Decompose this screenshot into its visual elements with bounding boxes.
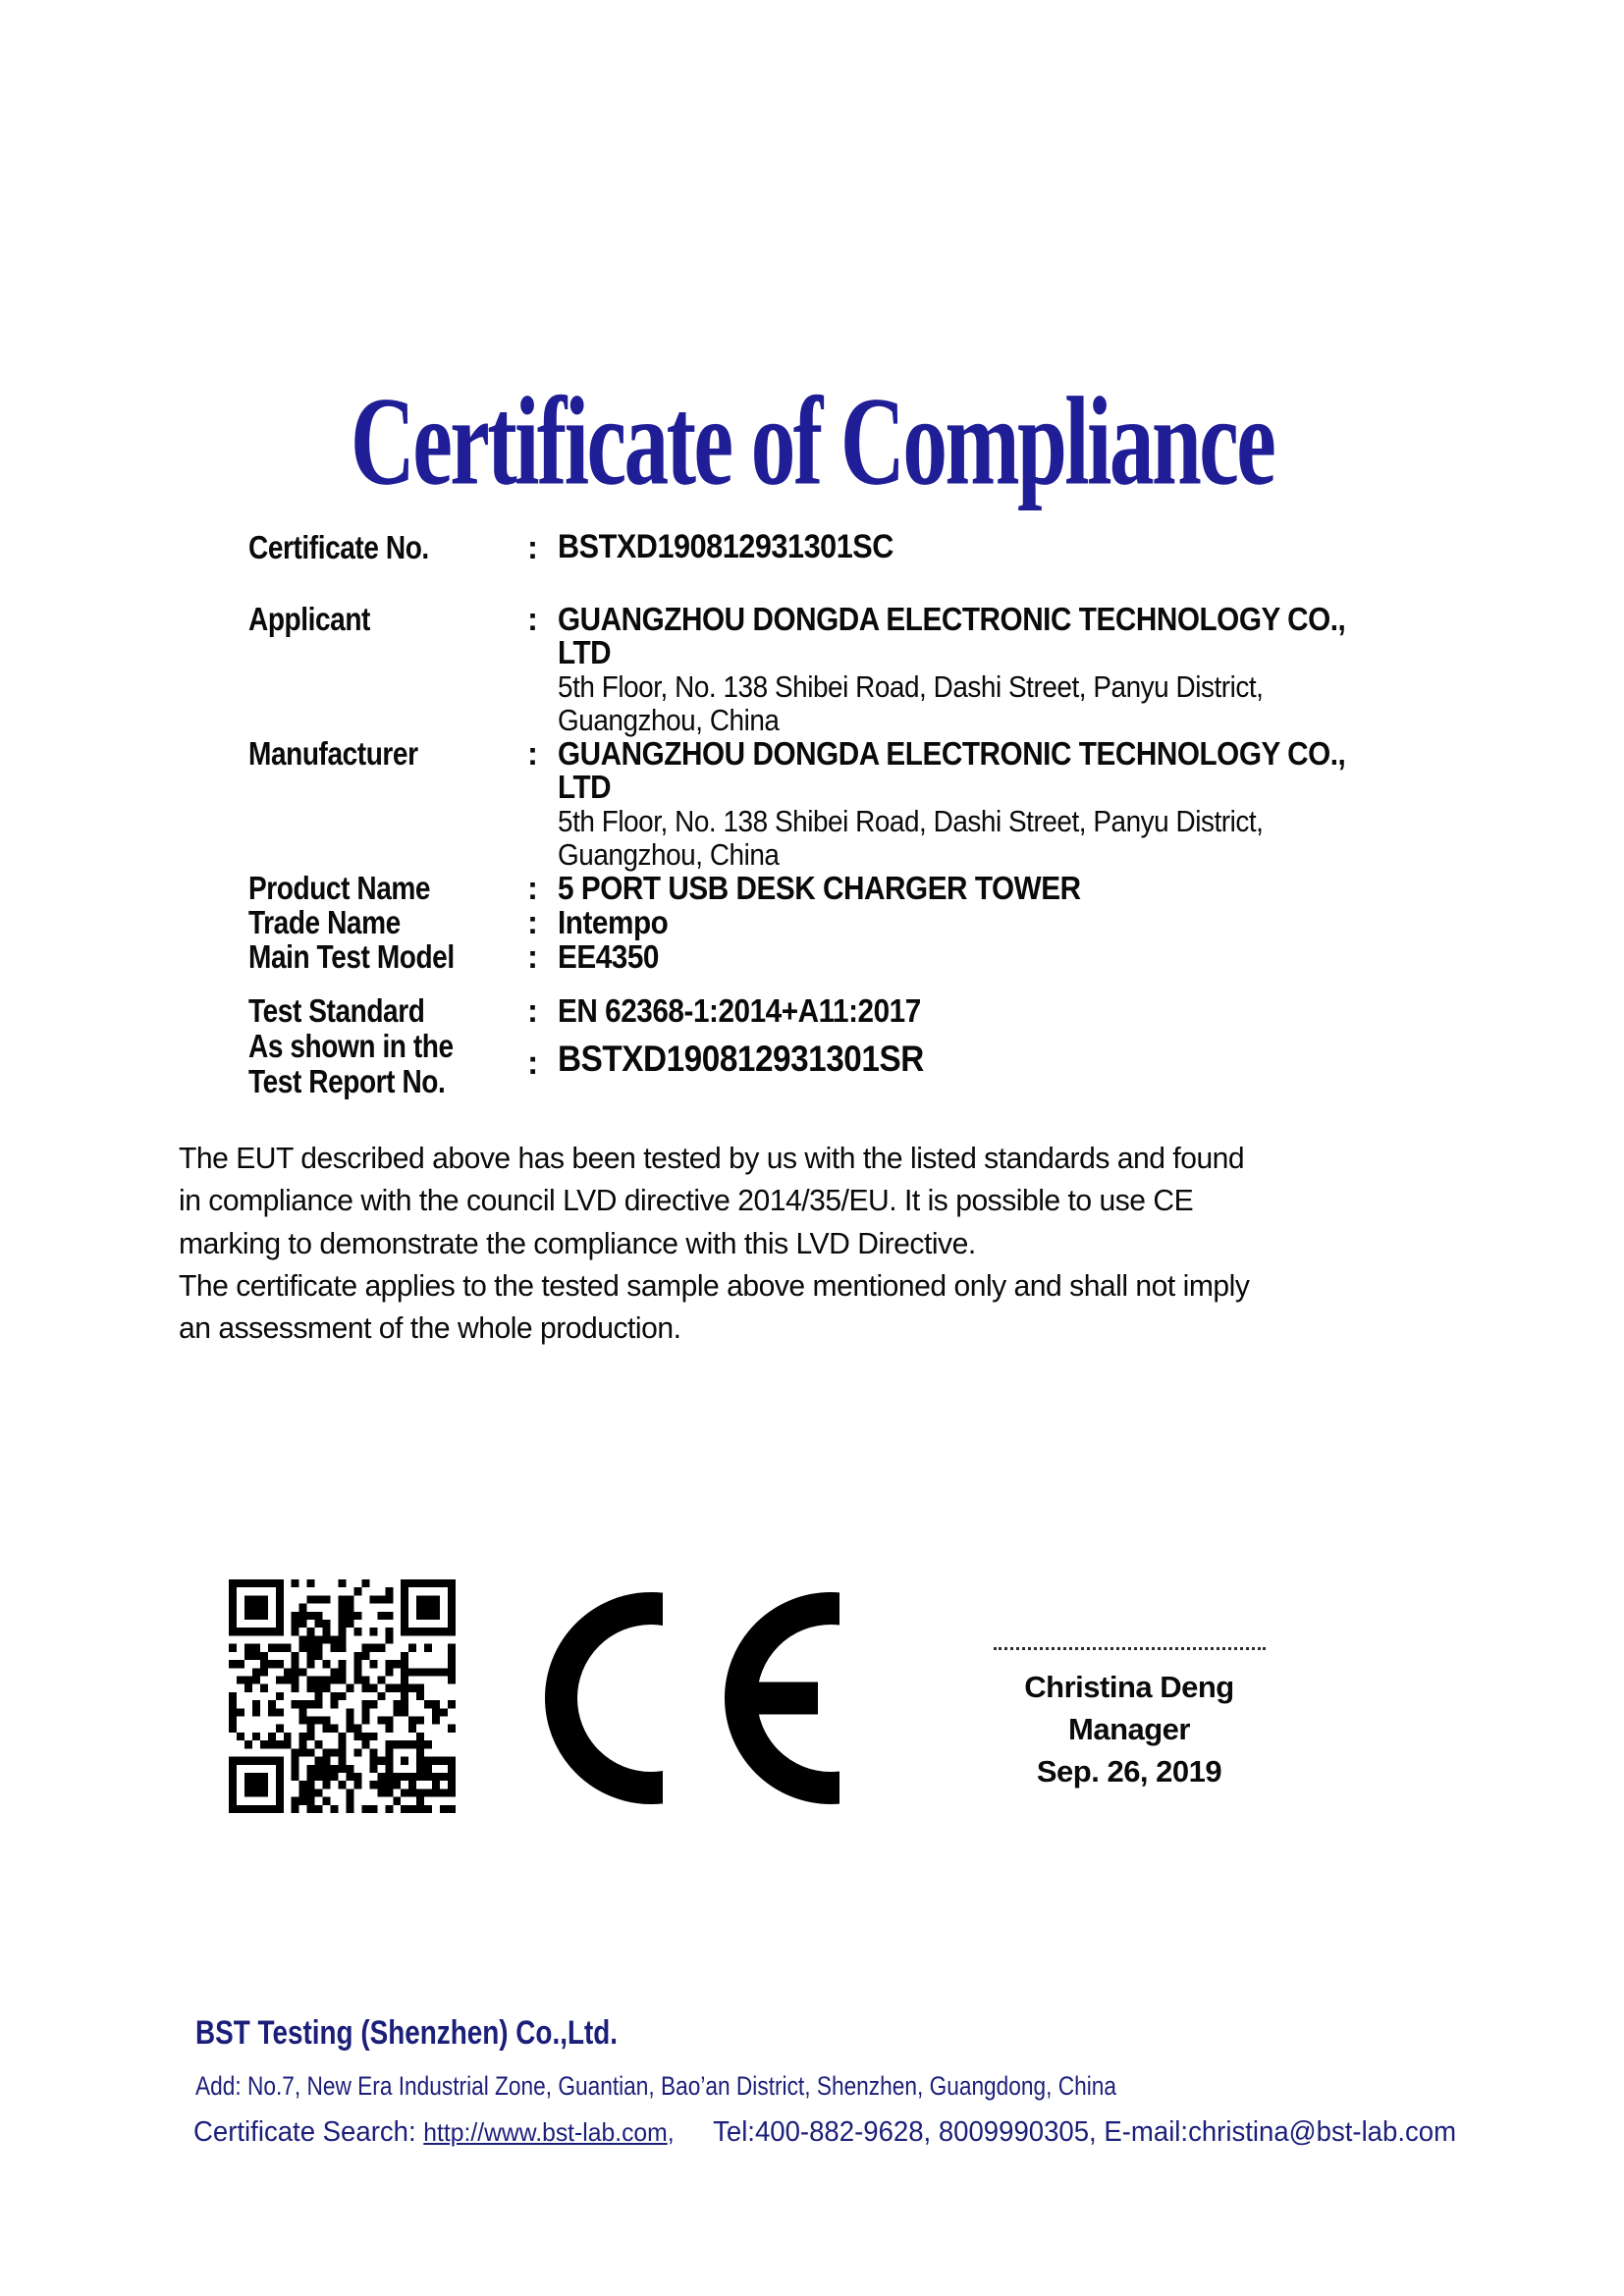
applicant-name-line2: LTD (558, 634, 612, 670)
test-report-label-line2: Test Report No. (248, 1063, 446, 1099)
footer-contact: Tel:400-882-9628, 8009990305, E-mail:christina@bst-lab.com (713, 2116, 1457, 2148)
trade-name-label: Trade Name (248, 904, 401, 940)
ce-mark-icon (545, 1592, 840, 1804)
test-report-colon: : (527, 1044, 539, 1082)
signature-dotted-line (994, 1647, 1266, 1650)
statement-line: in compliance with the council LVD directive 2014/35/EU. It is possible to use CE (179, 1183, 1194, 1217)
footer-company-name: BST Testing (Shenzhen) Co.,Ltd. (195, 2014, 619, 2052)
test-standard-label: Test Standard (248, 992, 425, 1029)
manufacturer-name-line1: GUANGZHOU DONGDA ELECTRONIC TECHNOLOGY CO., (558, 735, 1346, 772)
certificate-no-colon: : (527, 529, 538, 565)
main-test-model-colon: : (527, 938, 538, 975)
trade-name-value: Intempo (558, 904, 669, 940)
test-standard-value: EN 62368-1:2014+A11:2017 (558, 992, 921, 1029)
product-name-label: Product Name (248, 870, 431, 906)
url-separator: , (667, 2117, 675, 2147)
certificate-search-label: Certificate Search: (193, 2116, 416, 2148)
certificate-no-value: BSTXD190812931301SC (558, 528, 893, 565)
manufacturer-address-line1: 5th Floor, No. 138 Shibei Road, Dashi Street, Panyu District, (558, 804, 1264, 838)
test-report-value: BSTXD190812931301SR (558, 1039, 924, 1079)
qr-code-icon (229, 1579, 456, 1813)
certificate-no-label: Certificate No. (248, 529, 429, 565)
manufacturer-name-line2: LTD (558, 769, 612, 805)
signatory-role: Manager (1068, 1712, 1190, 1746)
applicant-name-line1: GUANGZHOU DONGDA ELECTRONIC TECHNOLOGY CO., (558, 601, 1346, 637)
page-title: Certificate of Compliance (350, 371, 1274, 512)
test-report-label-line1: As shown in the (248, 1028, 454, 1064)
statement-line: The EUT described above has been tested by us with the listed standards and found (179, 1141, 1245, 1175)
applicant-colon: : (527, 601, 538, 637)
applicant-address-line2: Guangzhou, China (558, 703, 780, 737)
footer-address: Add: No.7, New Era Industrial Zone, Guantian, Bao’an District, Shenzhen, Guangdong, China (195, 2071, 1116, 2101)
product-name-colon: : (527, 870, 538, 906)
main-test-model-value: EE4350 (558, 938, 659, 975)
statement-line: marking to demonstrate the compliance with this LVD Directive. (179, 1226, 976, 1260)
statement-line: an assessment of the whole production. (179, 1310, 681, 1345)
signatory-name: Christina Deng (1024, 1670, 1234, 1704)
manufacturer-address-line2: Guangzhou, China (558, 837, 780, 872)
manufacturer-label: Manufacturer (248, 735, 418, 772)
signature-date: Sep. 26, 2019 (1036, 1754, 1222, 1789)
applicant-label: Applicant (248, 601, 370, 637)
signature-block (990, 1647, 1269, 1792)
footer-search-line (193, 2116, 1456, 2149)
certificate-search-link[interactable]: http://www.bst-lab.com (423, 2117, 668, 2147)
statement-line: The certificate applies to the tested sample above mentioned only and shall not imply (179, 1268, 1250, 1303)
applicant-address-line1: 5th Floor, No. 138 Shibei Road, Dashi Street, Panyu District, (558, 669, 1264, 704)
trade-name-colon: : (527, 904, 538, 940)
product-name-value: 5 PORT USB DESK CHARGER TOWER (558, 870, 1081, 906)
test-standard-colon: : (527, 992, 538, 1029)
main-test-model-label: Main Test Model (248, 938, 455, 975)
manufacturer-colon: : (527, 735, 538, 772)
